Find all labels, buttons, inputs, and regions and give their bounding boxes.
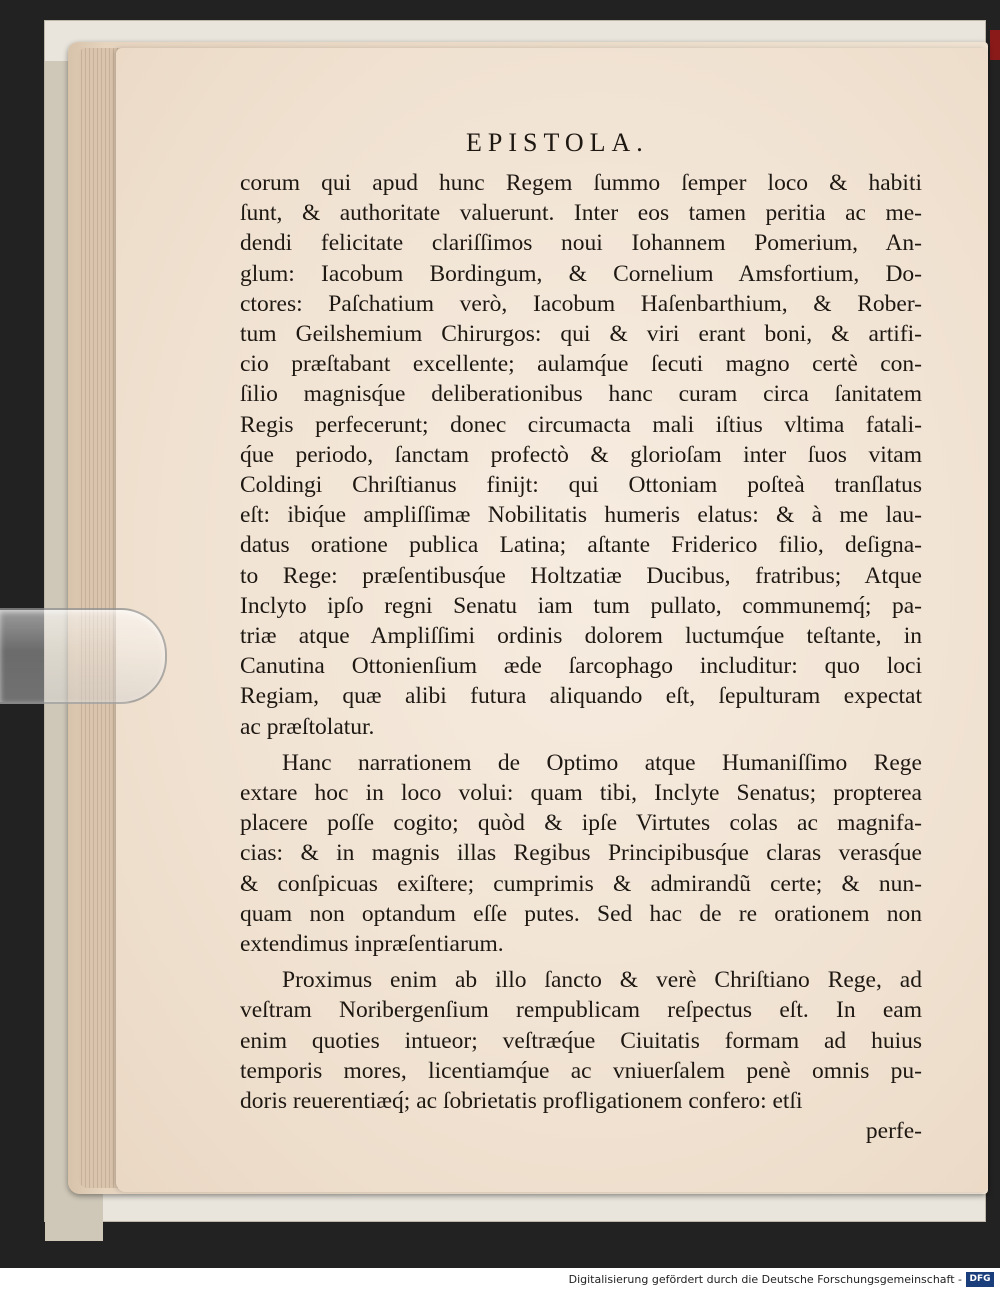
text-line: Inclyto ipſo regni Senatu iam tum pullato, communemq́; pa- (240, 592, 922, 619)
text-line: Canutina Ottonienſium æde ſarcophago includitur: quo loci (240, 653, 922, 680)
text-line: Regis perfecerunt; donec circumacta mali iſtius vltima fatali- (240, 411, 922, 438)
text-line: tum Geilshemium Chirurgos: qui & viri erant boni, & artifi- (240, 321, 922, 348)
text-line: eſt: ibiq́ue ampliſſimæ Nobilitatis humeris elatus: & à me lau- (240, 502, 922, 529)
text-line: ac præſtolatur. (240, 713, 375, 740)
text-line: extare hoc in loco volui: quam tibi, Inclyte Senatus; propterea (240, 780, 922, 807)
catchword: perfe- (865, 1118, 922, 1145)
text-line: & conſpicuas exiſtere; cumprimis & admirandũ certe; & nun- (240, 870, 922, 897)
text-line: extendimus inpræſentiarum. (240, 931, 504, 958)
text-line: to Rege: præſentibusq́ue Holtzatiæ Ducibus, fratribus; Atque (240, 562, 922, 589)
text-line: ſunt, & authoritate valuerunt. Inter eos tamen peritia ac me- (240, 200, 922, 227)
dfg-logo-icon: DFG (966, 1272, 994, 1287)
text-line: doris reuerentiæq́; ac ſobrietatis profligationem confero: etſi (240, 1088, 803, 1115)
text-line: Coldingi Chriſtianus finijt: qui Ottoniam poſteà tranſlatus (240, 472, 922, 499)
text-line: cias: & in magnis illas Regibus Principibusq́ue claras verasq́ue (240, 840, 922, 867)
text-line: dendi felicitate clariſſimos noui Iohannem Pomerium, An- (240, 230, 922, 257)
footer-credit: Digitalisierung gefördert durch die Deutsche Forschungsgemeinschaft - (568, 1273, 962, 1286)
text-line: ſilio magnisq́ue deliberationibus hanc curam circa ſanitatem (240, 381, 922, 408)
text-line: triæ atque Ampliſſimi ordinis dolorem luctumq́ue teſtante, in (240, 623, 922, 650)
text-line: placere poſſe cogito; quòd & ipſe Virtutes colas ac magnifa- (240, 810, 922, 837)
text-line: Hanc narrationem de Optimo atque Humaniſſimo Rege (282, 749, 922, 776)
body-text (240, 168, 922, 1147)
text-line: veſtram Noribergenſium rempublicam reſpectus eſt. In eam (240, 997, 922, 1024)
text-line: cio præſtabant excellente; aulamq́ue ſecuti magno certè con- (240, 351, 922, 378)
running-head: EPISTOLA. (466, 128, 649, 157)
text-line: ctores: Paſchatium verò, Iacobum Haſenbarthium, & Rober- (240, 290, 922, 317)
paragraph-3 (240, 965, 922, 1116)
text-line: Proximus enim ab illo ſancto & verè Chriſtiano Rege, ad (282, 967, 922, 994)
bookmark-ribbon (990, 30, 1000, 60)
paragraph-1 (240, 168, 922, 742)
footer-bar (0, 1268, 1000, 1293)
text-line: quam non optandum eſſe putes. Sed hac de re orationem non (240, 900, 922, 927)
text-line: datus oratione publica Latina; aſtante Friderico filio, deſigna- (240, 532, 922, 559)
glass-page-holder (0, 608, 167, 704)
text-line: corum qui apud hunc Regem ſummo ſemper loco & habiti (240, 170, 922, 196)
paragraph-2 (240, 748, 922, 959)
text-line: glum: Iacobum Bordingum, & Cornelium Amsfortium, Do- (240, 260, 922, 287)
text-line: Regiam, quæ alibi futura aliquando eſt, ſepulturam expectat (240, 683, 922, 710)
text-line: q́ue periodo, ſanctam profectò & glorioſam inter ſuos vitam (240, 441, 922, 468)
text-line: temporis mores, licentiamq́ue ac vniuerſalem penè omnis pu- (240, 1057, 922, 1084)
text-line: enim quoties intueor; veſtræq́ue Ciuitatis formam ad huius (240, 1027, 922, 1054)
